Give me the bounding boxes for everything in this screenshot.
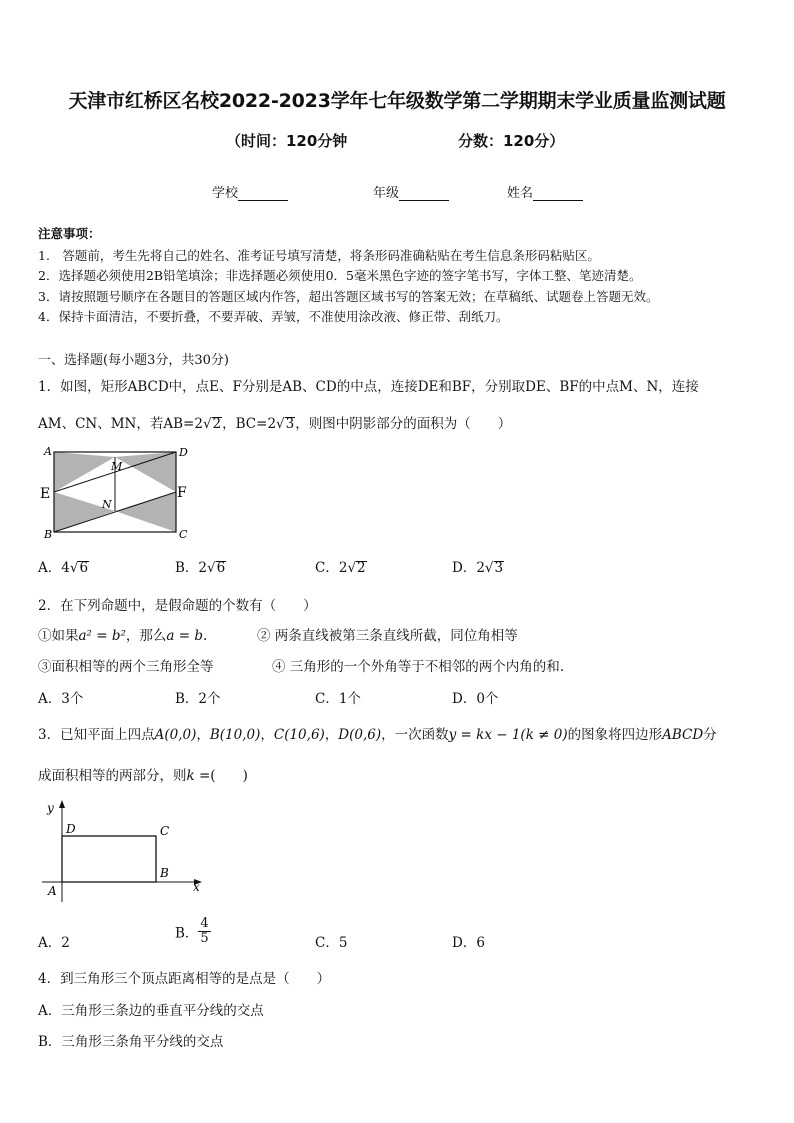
shade-triangle-AME xyxy=(54,452,115,492)
p1-math: a = b xyxy=(166,628,204,644)
grade-label: 年级 xyxy=(373,186,400,201)
numerator: 4 xyxy=(200,916,209,931)
notice-item: 3．请按照题号顺序在各题目的答题区域内作答，超出答题区域书写的答案无效；在草稿纸、试题卷上答题无效。 xyxy=(38,289,659,304)
sqrt-icon: √ xyxy=(484,560,494,576)
label-D: D xyxy=(179,446,188,459)
shade-triangle-MDF xyxy=(115,452,176,492)
bc-radicand: 3 xyxy=(285,416,295,432)
section-heading: 一、选择题(每小题3分，共30分) xyxy=(38,353,229,368)
point-B: B(10,0) xyxy=(209,727,261,743)
fraction xyxy=(198,917,210,946)
q2-proposition-4: ④ 三角形的一个外角等于不相邻的两个内角的和. xyxy=(272,659,565,675)
label-N: N xyxy=(102,498,112,511)
q2-proposition-2: ② 两条直线被第三条直线所截，同位角相等 xyxy=(257,628,518,644)
point-C: C(10,6) xyxy=(273,727,325,743)
school-field xyxy=(212,182,288,201)
option-radicand: 6 xyxy=(79,560,89,576)
q1-text-a: AM、CN、MN，若AB= xyxy=(38,416,195,432)
k-variable: k = xyxy=(186,768,211,784)
option-label: B． xyxy=(175,560,199,576)
school-label: 学校 xyxy=(212,186,239,201)
option-label: A． xyxy=(38,560,62,576)
label-C: C xyxy=(160,824,170,838)
q3-text: 分 xyxy=(703,727,717,743)
label-E: E xyxy=(40,486,51,502)
option-radicand: 2 xyxy=(357,560,366,576)
denominator: 5 xyxy=(200,931,209,946)
sqrt-icon: √ xyxy=(276,416,285,432)
ab-coef: 2 xyxy=(194,416,203,432)
q3-sep: ， xyxy=(324,727,339,743)
ab-radicand: 2 xyxy=(212,416,222,432)
q2-proposition-1 xyxy=(38,624,207,644)
q1-rectangle-figure xyxy=(34,442,194,542)
option-label: C． xyxy=(315,560,339,576)
sqrt-icon: √ xyxy=(207,560,216,576)
option-label: B． xyxy=(175,925,199,942)
p1-math: a² = b² xyxy=(78,628,126,644)
notice-item: 2．选择题必须使用2B铅笔填涂；非选择题必须使用0．5毫米黑色字迹的签字笔书写，字体工整、笔迹清楚。 xyxy=(38,268,642,283)
q3-sep: ， xyxy=(260,727,274,743)
q1-text-c: ，则图中阴影部分的面积为（ ） xyxy=(295,416,512,432)
option-coef: 2 xyxy=(476,560,485,576)
label-D: D xyxy=(66,822,76,836)
q3-text: ( ) xyxy=(210,768,248,784)
label-B: B xyxy=(160,866,169,880)
exam-time: （时间：120分钟 xyxy=(226,132,348,150)
q1-line2 xyxy=(38,412,511,432)
q3-text: 的图象将四边形 xyxy=(567,727,663,743)
point-A: A(0,0) xyxy=(154,727,197,743)
option-radicand: 3 xyxy=(494,560,504,576)
p1-text: . xyxy=(203,628,208,644)
option-label: D． xyxy=(452,560,477,576)
q1-option-b[interactable] xyxy=(175,556,226,576)
grade-field xyxy=(373,182,449,201)
q2-stem: 2．在下列命题中，是假命题的个数有（ ） xyxy=(38,598,317,614)
rect-ABCD xyxy=(62,836,156,882)
q3-text: ，一次函数 xyxy=(381,727,449,743)
p1-text: ，那么 xyxy=(125,628,167,644)
bc-coef: 2 xyxy=(267,416,277,432)
axis-label-y: y xyxy=(47,801,54,815)
name-blank xyxy=(533,186,583,201)
q1-option-d[interactable] xyxy=(452,556,504,576)
q2-option-a[interactable]: A．3个 xyxy=(38,691,84,707)
q4-option-a[interactable]: A．三角形三条边的垂直平分线的交点 xyxy=(38,1003,264,1019)
q3-text: 成面积相等的两部分，则 xyxy=(38,768,187,784)
sqrt-icon: √ xyxy=(202,416,212,432)
shade-triangle-NFC xyxy=(115,492,176,532)
q3-coordinate-figure xyxy=(34,798,214,908)
q3-option-b[interactable] xyxy=(175,917,211,946)
label-A: A xyxy=(44,445,52,458)
name-label: 姓名 xyxy=(507,186,534,201)
grade-blank xyxy=(399,186,449,201)
label-M: M xyxy=(111,460,123,473)
quadrilateral-name: ABCD xyxy=(662,727,704,743)
q3-option-a[interactable]: A．2 xyxy=(38,935,70,951)
label-A: A xyxy=(48,884,57,898)
q3-line2 xyxy=(38,764,248,784)
q3-option-d[interactable]: D．6 xyxy=(452,935,485,951)
q3-option-c[interactable]: C．5 xyxy=(315,935,348,951)
page-title: 天津市红桥区名校2022-2023学年七年级数学第二学期期末学业质量监测试题 xyxy=(68,90,726,112)
q2-option-b[interactable]: B．2个 xyxy=(175,691,221,707)
label-B: B xyxy=(44,528,53,541)
point-D: D(0,6) xyxy=(338,727,382,743)
option-coef: 4 xyxy=(61,560,70,576)
sqrt-icon: √ xyxy=(69,560,79,576)
linear-function: y = kx − 1(k ≠ 0) xyxy=(448,727,568,743)
q4-option-b[interactable]: B．三角形三条角平分线的交点 xyxy=(38,1034,224,1050)
q3-sep: ， xyxy=(196,727,210,743)
p1-text: ①如果 xyxy=(38,628,79,644)
notice-item: 4．保持卡面清洁，不要折叠，不要弄破、弄皱，不准使用涂改液、修正带、刮纸刀。 xyxy=(38,309,509,324)
label-F: F xyxy=(177,485,187,501)
q4-stem: 4．到三角形三个顶点距离相等的是点是（ ） xyxy=(38,971,331,987)
notice-item: 1. 答题前，考生先将自己的姓名、准考证号填写清楚，将条形码准确粘贴在考生信息条形码粘贴区。 xyxy=(38,248,600,263)
q2-option-c[interactable]: C．1个 xyxy=(315,691,361,707)
y-axis-arrow-icon xyxy=(59,800,65,808)
sqrt-icon: √ xyxy=(347,560,357,576)
axis-label-x: x xyxy=(193,880,200,894)
option-coef: 2 xyxy=(338,560,348,576)
exam-score: 分数：120分） xyxy=(458,132,565,150)
q1-line1: 1．如图，矩形ABCD中，点E、F分别是AB、CD的中点，连接DE和BF，分别取DE、BF的中点M、N，连接 xyxy=(38,379,699,395)
q1-text-b: ，BC= xyxy=(222,416,268,432)
q1-option-c[interactable] xyxy=(315,556,367,576)
q1-option-a[interactable] xyxy=(38,556,89,576)
name-field xyxy=(507,182,583,201)
q3-line1 xyxy=(38,723,717,743)
label-C: C xyxy=(179,528,188,541)
notice-heading: 注意事项： xyxy=(38,226,101,241)
q2-option-d[interactable]: D．0个 xyxy=(452,691,499,707)
school-blank xyxy=(238,186,288,201)
option-coef: 2 xyxy=(198,560,208,576)
q3-text: 3．已知平面上四点 xyxy=(38,727,155,743)
q2-proposition-3: ③面积相等的两个三角形全等 xyxy=(38,659,214,675)
option-radicand: 6 xyxy=(216,560,226,576)
